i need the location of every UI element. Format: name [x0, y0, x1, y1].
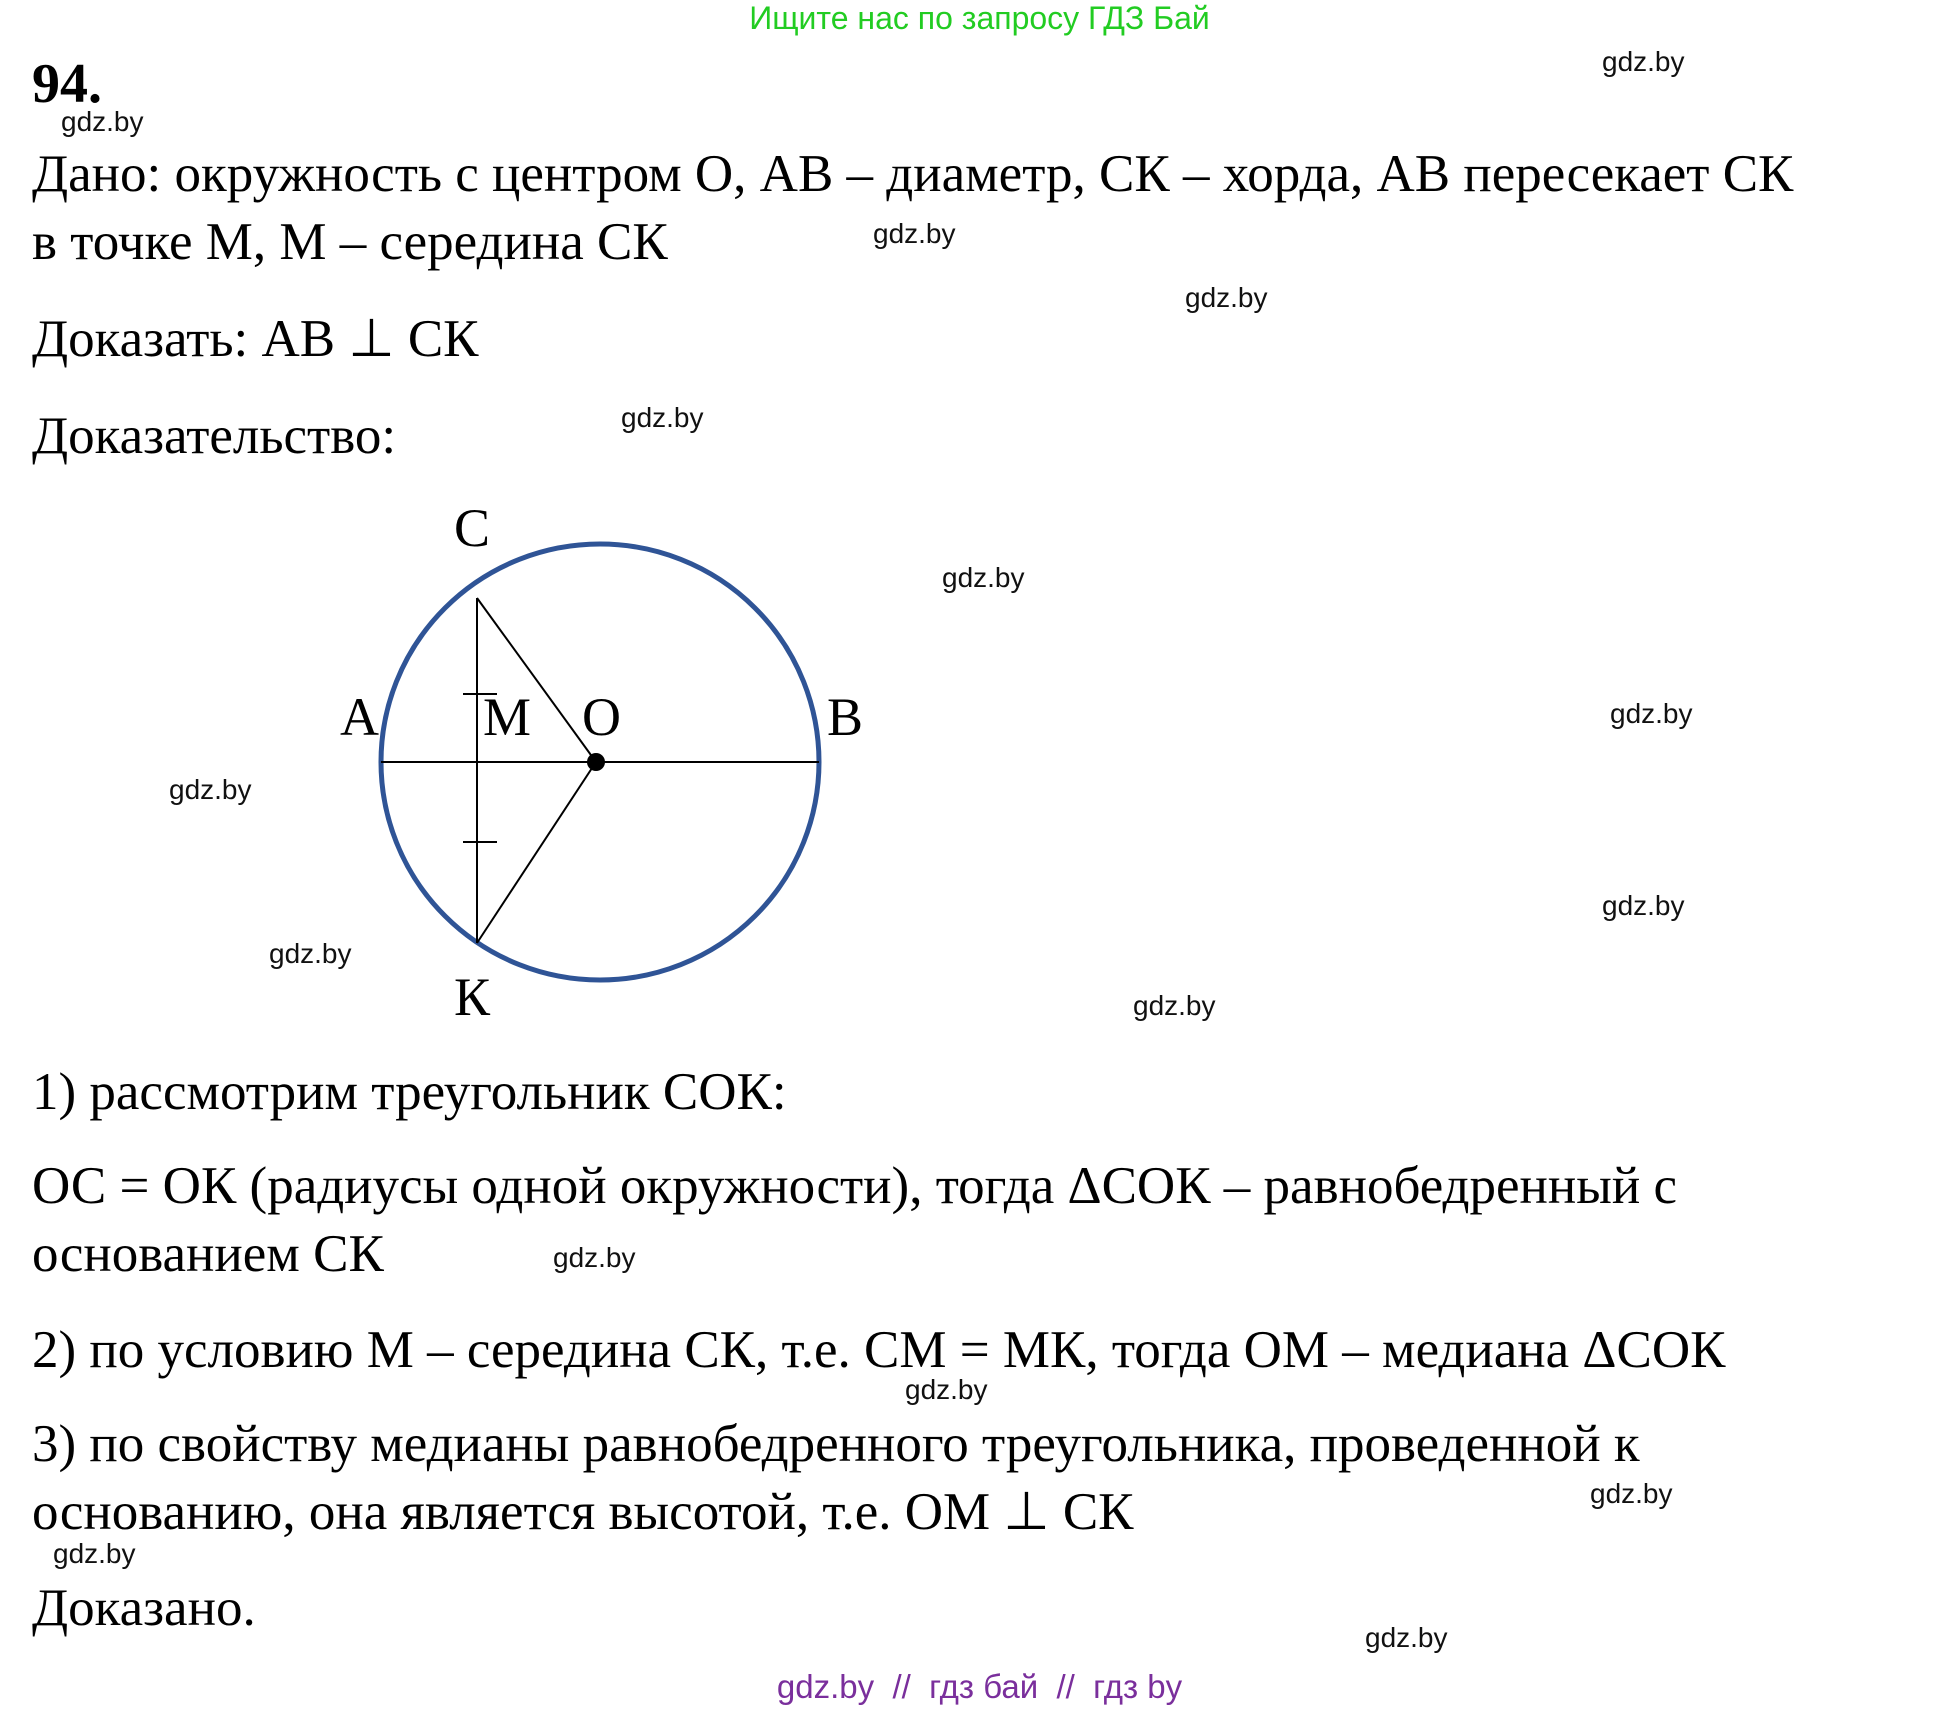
step-1: 1) рассмотрим треугольник СОК: — [32, 1063, 787, 1121]
watermark: gdz.by — [553, 1242, 636, 1273]
watermark: gdz.by — [1365, 1622, 1448, 1653]
label-c: С — [454, 498, 491, 558]
watermark: gdz.by — [1610, 698, 1693, 729]
proof-title: Доказательство: — [32, 407, 397, 465]
watermark: gdz.by — [53, 1538, 136, 1569]
label-m: М — [483, 687, 532, 747]
watermark: gdz.by — [169, 774, 252, 805]
step-3-line-2: основанию, она является высотой, т.е. ОМ ⊥ СК — [32, 1483, 1134, 1541]
watermark: gdz.by — [1185, 282, 1268, 313]
watermark: gdz.by — [905, 1374, 988, 1405]
watermark: gdz.by — [1590, 1478, 1673, 1509]
given-line-1: Дано: окружность с центром О, АВ – диаметр, СК – хорда, АВ пересекает СК — [32, 145, 1794, 203]
label-o: О — [582, 687, 621, 747]
conclusion: Доказано. — [32, 1579, 256, 1637]
step-1-detail-line-2: основанием СК — [32, 1225, 384, 1283]
watermark: gdz.by — [621, 402, 704, 433]
problem-number: 94. — [32, 53, 102, 115]
watermark: gdz.by — [61, 106, 144, 137]
footer-links: gdz.by // гдз бай // гдз by — [776, 1668, 1183, 1705]
given-line-2: в точке М, М – середина СК — [32, 213, 668, 271]
search-banner: Ищите нас по запросу ГДЗ Бай — [749, 0, 1210, 36]
prove-statement: Доказать: АВ ⊥ СК — [32, 310, 479, 368]
step-3-line-1: 3) по свойству медианы равнобедренного треугольника, проведенной к — [32, 1415, 1640, 1473]
watermark: gdz.by — [942, 562, 1025, 593]
label-a: А — [340, 687, 379, 747]
label-b: В — [827, 687, 864, 747]
watermark: gdz.by — [873, 218, 956, 249]
step-1-detail-line-1: ОС = ОК (радиусы одной окружности), тогда ΔСОК – равнобедренный с — [32, 1157, 1678, 1215]
radius-ok — [477, 762, 596, 943]
watermark: gdz.by — [1602, 890, 1685, 921]
watermark: gdz.by — [1133, 990, 1216, 1021]
watermark: gdz.by — [1602, 46, 1685, 77]
watermark: gdz.by — [269, 938, 352, 969]
label-k: К — [454, 967, 491, 1027]
step-2: 2) по условию М – середина СК, т.е. СМ = МК, тогда ОМ – медиана ΔСОК — [32, 1321, 1726, 1379]
center-point — [587, 753, 605, 771]
